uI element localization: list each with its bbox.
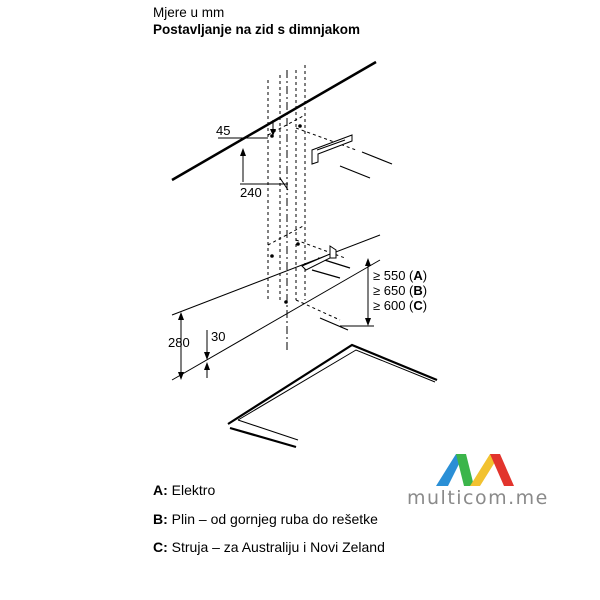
dimension-45 xyxy=(216,120,276,138)
dimension-240 xyxy=(240,148,288,200)
legend-item-b: B: Plin – od gornjeg ruba do rešetke xyxy=(153,511,378,527)
top-bracket xyxy=(312,135,352,164)
drill-marks xyxy=(270,124,302,304)
clearance-b: ≥ 650 (B) xyxy=(373,283,428,298)
dim-280-label: 280 xyxy=(168,335,190,350)
legend-item-c: C: Struja – za Australiju i Novi Zeland xyxy=(153,539,385,555)
cooktop xyxy=(228,345,437,447)
dim-30-label: 30 xyxy=(211,329,226,344)
legend-item-a: A: Elektro xyxy=(153,482,216,498)
dimension-30 xyxy=(204,329,225,378)
diagram-title: Postavljanje na zid s dimnjakom xyxy=(153,22,361,37)
clearance-dimension xyxy=(340,258,427,326)
dim-240-label: 240 xyxy=(240,185,262,200)
units-note: Mjere u mm xyxy=(153,5,225,20)
dim-45-label: 45 xyxy=(216,123,231,138)
dimension-280 xyxy=(168,312,190,380)
clearance-a: ≥ 550 (A) xyxy=(373,268,428,283)
watermark-text: multicom.me xyxy=(407,487,549,509)
ceiling-line xyxy=(172,62,376,180)
clearance-c: ≥ 600 (C) xyxy=(373,298,428,313)
wall-guides xyxy=(172,128,380,380)
